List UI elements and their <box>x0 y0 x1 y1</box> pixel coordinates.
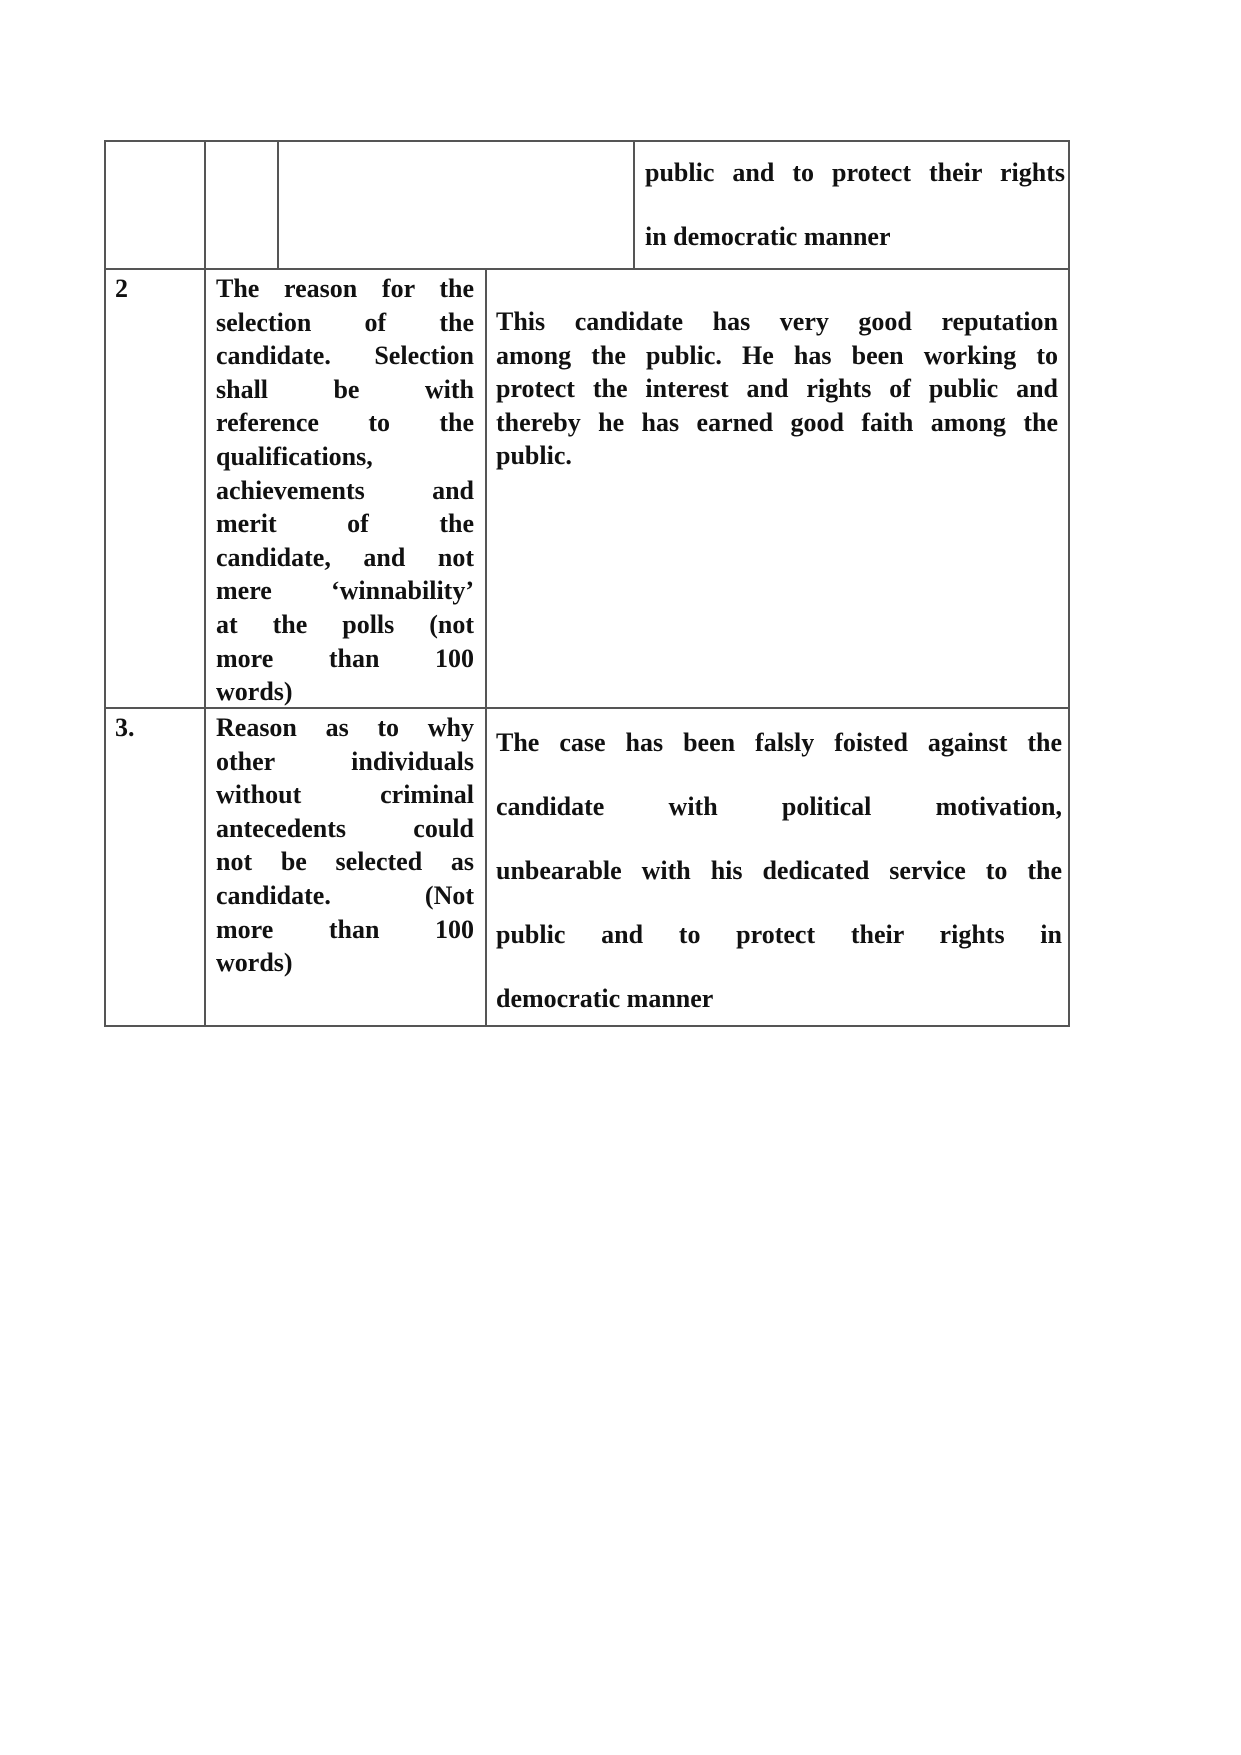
answer-line: This candidate has very good reputation <box>496 307 1058 336</box>
row-2-number <box>115 272 195 305</box>
column-divider-1 <box>204 140 206 1027</box>
question-line: words) <box>216 948 293 978</box>
question-line: not be selected as <box>216 847 474 877</box>
question-line: qualifications, <box>216 441 373 471</box>
answer-line: The case has been falsly foisted against the <box>496 728 1062 757</box>
question-line: reference to the <box>216 408 474 438</box>
row-2-answer <box>496 305 1058 473</box>
row-number: 3. <box>115 713 135 742</box>
row-3-number <box>115 711 195 744</box>
question-line: other individuals <box>216 746 474 776</box>
question-line: shall be with <box>216 374 474 404</box>
question-line: words) <box>216 677 293 707</box>
question-line: at the polls (not <box>216 609 474 639</box>
answer-line: thereby he has earned good faith among the <box>496 407 1058 437</box>
question-line: selection of the <box>216 307 474 337</box>
question-line: antecedents could <box>216 813 474 843</box>
continued-answer-line: in democratic manner <box>645 222 891 251</box>
question-line: The reason for the <box>216 274 474 303</box>
answer-line: public. <box>496 441 572 471</box>
row-number: 2 <box>115 274 128 303</box>
question-line: Reason as to why <box>216 713 474 742</box>
question-line: more than 100 <box>216 914 474 944</box>
answer-line: democratic manner <box>496 984 714 1013</box>
question-line: mere ‘winnability’ <box>216 576 474 606</box>
answer-line: protect the interest and rights of public and <box>496 374 1058 404</box>
column-divider-top-b <box>633 140 635 270</box>
question-line: more than 100 <box>216 643 474 673</box>
answer-line: public and to protect their rights in <box>496 920 1062 949</box>
table-border-right <box>1068 140 1070 1027</box>
answer-line: candidate with political motivation, <box>496 792 1062 821</box>
table-border-left <box>104 140 106 1027</box>
question-line: candidate, and not <box>216 542 474 572</box>
answer-line: among the public. He has been working to <box>496 340 1058 370</box>
question-line: achievements and <box>216 475 474 505</box>
question-line: candidate. Selection <box>216 341 474 371</box>
continued-answer-line: public and to protect their rights <box>645 158 1065 187</box>
row-2-question <box>216 272 474 709</box>
answer-line: unbearable with his dedicated service to the <box>496 856 1062 885</box>
row-3-question <box>216 711 474 980</box>
column-divider-2 <box>485 268 487 1027</box>
question-line: merit of the <box>216 509 474 539</box>
question-line: without criminal <box>216 780 474 810</box>
continued-answer-cell <box>645 141 1065 269</box>
column-divider-top-a <box>277 140 279 270</box>
row-3-answer <box>496 711 1062 1031</box>
question-line: candidate. (Not <box>216 880 474 910</box>
